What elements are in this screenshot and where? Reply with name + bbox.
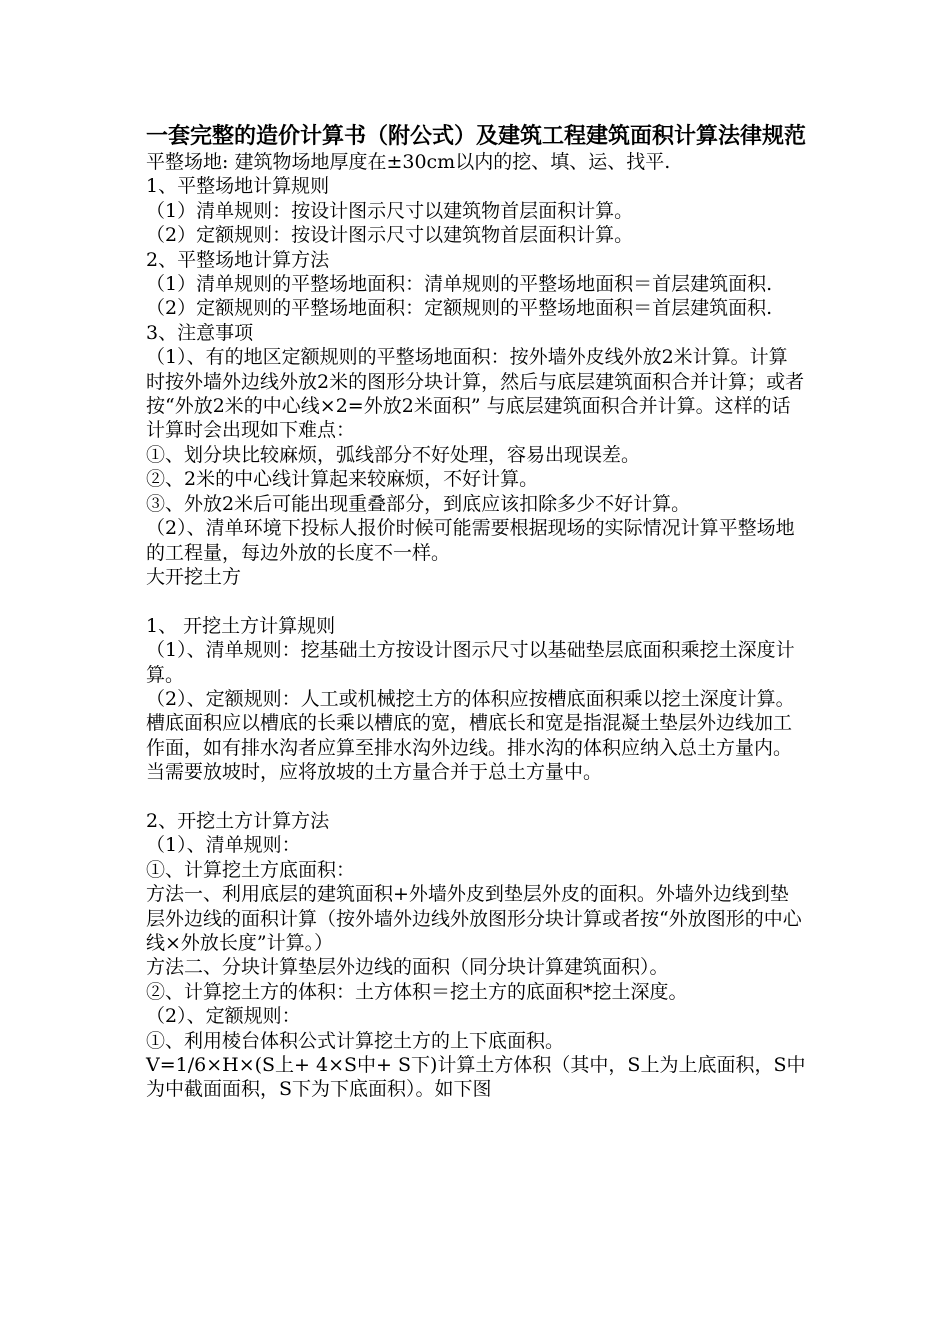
paragraph-line: ②、2米的中心线计算起来较麻烦，不好计算。 xyxy=(146,468,539,491)
paragraph-line: ①、计算挖土方底面积： xyxy=(146,858,356,881)
paragraph-line xyxy=(146,589,806,613)
paragraph-line: 方法一、利用底层的建筑面积+外墙外皮到垫层外皮的面积。外墙外边线到垫层外边线的面积计算（按外墙外边线外放图形分块计算或者按“外放图形的中心线×外放长度”计算。） xyxy=(146,883,802,954)
paragraph-line: （1）清单规则的平整场地面积：清单规则的平整场地面积＝首层建筑面积. xyxy=(146,273,773,296)
document-page xyxy=(146,120,806,1102)
paragraph-line: （2）、定额规则： xyxy=(146,1005,301,1028)
paragraph-line: （2）、清单环境下投标人报价时候可能需要根据现场的实际情况计算平整场地的工程量，每边外放的长度不一样。 xyxy=(146,517,795,564)
paragraph-line: 平整场地: 建筑物场地厚度在±30cm以内的挖、填、运、找平. xyxy=(146,151,671,173)
document-title: 一套完整的造价计算书（附公式）及建筑工程建筑面积计算法律规范 xyxy=(146,124,807,149)
paragraph-line: （2）定额规则：按设计图示尺寸以建筑物首层面积计算。 xyxy=(146,224,634,247)
paragraph-line: ①、划分块比较麻烦，弧线部分不好处理，容易出现误差。 xyxy=(146,443,641,466)
paragraph-line: 2、平整场地计算方法 xyxy=(146,248,330,271)
paragraph-line: （1）清单规则：按设计图示尺寸以建筑物首层面积计算。 xyxy=(146,199,634,222)
paragraph-line: ③、外放2米后可能出现重叠部分，到底应该扣除多少不好计算。 xyxy=(146,492,691,515)
paragraph-line: （1）、清单规则： xyxy=(146,834,301,857)
paragraph-line xyxy=(146,785,806,809)
paragraph-line: 2、开挖土方计算方法 xyxy=(146,809,330,832)
paragraph-line: V=1/6×H×(S上+ 4×S中+ S下)计算土方体积（其中，S上为上底面积，S中为中截面面积，S下为下底面积）。如下图 xyxy=(146,1054,806,1101)
paragraph-line: （2）定额规则的平整场地面积：定额规则的平整场地面积＝首层建筑面积. xyxy=(146,297,773,320)
paragraph-line: 1、 开挖土方计算规则 xyxy=(146,614,336,637)
paragraph-line: ①、利用棱台体积公式计算挖土方的上下底面积。 xyxy=(146,1029,565,1052)
paragraph-line: 1、平整场地计算规则 xyxy=(146,175,330,198)
document-body xyxy=(146,150,806,1102)
paragraph-line: 3、注意事项 xyxy=(146,321,254,344)
paragraph-line: 方法二、分块计算垫层外边线的面积（同分块计算建筑面积）。 xyxy=(146,956,669,979)
paragraph-line: （2）、定额规则：人工或机械挖土方的体积应按槽底面积乘以挖土深度计算。槽底面积应以槽底的长乘以槽底的宽，槽底长和宽是指混凝土垫层外边线加工作面，如有排水沟者应算至排水沟外边线。排水沟的体积应纳入总土方量内。当需要放坡时，应将放坡的土方量合并于总土方量中。 xyxy=(146,687,795,784)
paragraph-line: （1）、清单规则：挖基础土方按设计图示尺寸以基础垫层底面积乘挖土深度计算。 xyxy=(146,639,795,686)
paragraph-line: （1）、有的地区定额规则的平整场地面积：按外墙外皮线外放2米计算。计算时按外墙外边线外放2米的图形分块计算，然后与底层建筑面积合并计算；或者按“外放2米的中心线×2=外放2米面积” 与底层建筑面积合并计算。这样的话计算时会出现如下难点： xyxy=(146,346,805,442)
paragraph-line: 大开挖土方 xyxy=(146,565,242,588)
paragraph-line: ②、计算挖土方的体积：土方体积＝挖土方的底面积*挖土深度。 xyxy=(146,980,688,1003)
